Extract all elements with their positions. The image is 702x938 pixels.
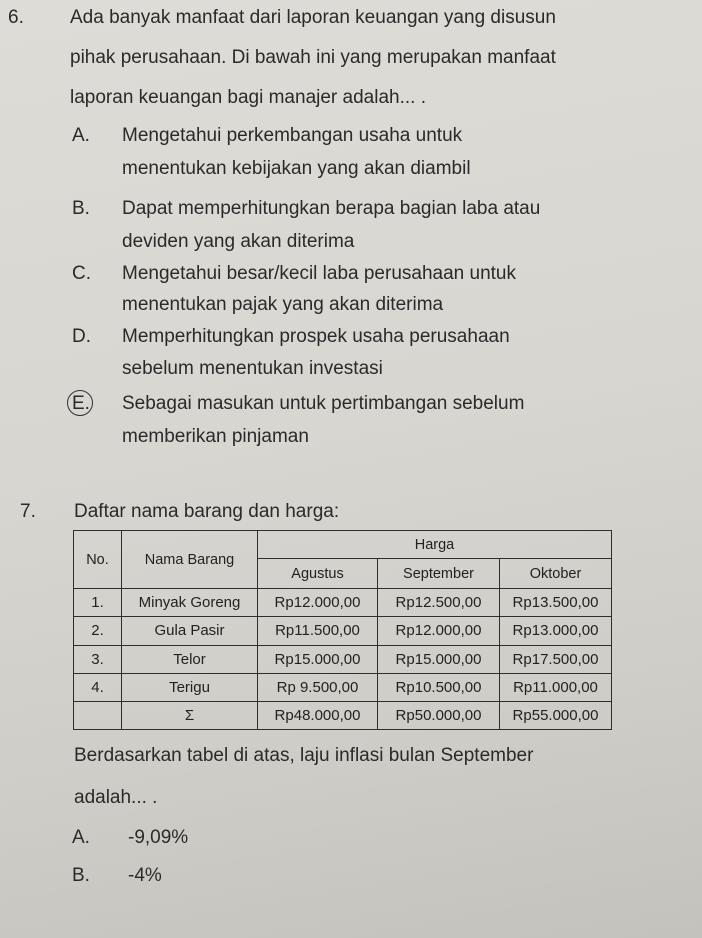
option-6a-line-2: menentukan kebijakan yang akan diambil <box>122 158 471 179</box>
row-1-no: 1. <box>74 589 122 617</box>
header-name: Nama Barang <box>122 531 258 589</box>
question-7-number: 7. <box>20 501 36 522</box>
row-2-oktober: Rp13.000,00 <box>500 617 612 645</box>
question-7-line-1: Berdasarkan tabel di atas, laju inflasi bulan September <box>74 745 534 766</box>
question-6-line-1: Ada banyak manfaat dari laporan keuangan yang disusun <box>70 7 556 28</box>
option-6a-letter[interactable]: A. <box>72 125 90 146</box>
total-symbol: Σ <box>122 701 258 729</box>
option-6d-line-1: Memperhitungkan prospek usaha perusahaan <box>122 326 510 347</box>
table-row <box>74 645 612 673</box>
row-1-name: Minyak Goreng <box>122 589 258 617</box>
total-september: Rp50.000,00 <box>378 701 500 729</box>
row-2-agustus: Rp11.500,00 <box>258 617 378 645</box>
total-no <box>74 701 122 729</box>
header-agustus: Agustus <box>258 559 378 589</box>
option-7b-letter[interactable]: B. <box>72 865 90 886</box>
row-4-no: 4. <box>74 673 122 701</box>
table-row <box>74 617 612 645</box>
row-2-september: Rp12.000,00 <box>378 617 500 645</box>
row-1-agustus: Rp12.000,00 <box>258 589 378 617</box>
option-6e-letter[interactable] <box>72 392 90 416</box>
question-7-intro: Daftar nama barang dan harga: <box>74 501 340 522</box>
row-2-name: Gula Pasir <box>122 617 258 645</box>
option-6d-letter[interactable]: D. <box>72 326 91 347</box>
option-6b-letter[interactable]: B. <box>72 198 90 219</box>
table-row <box>74 589 612 617</box>
row-3-name: Telor <box>122 645 258 673</box>
row-1-september: Rp12.500,00 <box>378 589 500 617</box>
option-7a-text: -9,09% <box>128 827 189 848</box>
row-3-september: Rp15.000,00 <box>378 645 500 673</box>
price-table <box>73 530 612 730</box>
option-7a-letter[interactable]: A. <box>72 827 90 848</box>
option-6e-letter-text: E. <box>72 393 90 414</box>
header-no: No. <box>74 531 122 589</box>
header-oktober: Oktober <box>500 559 612 589</box>
question-7-line-2: adalah... . <box>74 787 158 808</box>
total-oktober: Rp55.000,00 <box>500 701 612 729</box>
option-6c-line-1: Mengetahui besar/kecil laba perusahaan untuk <box>122 263 516 284</box>
header-september: September <box>378 559 500 589</box>
row-3-oktober: Rp17.500,00 <box>500 645 612 673</box>
row-3-no: 3. <box>74 645 122 673</box>
option-6b-line-1: Dapat memperhitungkan berapa bagian laba atau <box>122 198 541 219</box>
table-row <box>74 673 612 701</box>
option-6c-line-2: menentukan pajak yang akan diterima <box>122 294 444 315</box>
row-2-no: 2. <box>74 617 122 645</box>
option-6e-line-1: Sebagai masukan untuk pertimbangan sebelum <box>122 393 525 414</box>
option-7b-text: -4% <box>128 865 162 886</box>
row-4-agustus: Rp 9.500,00 <box>258 673 378 701</box>
question-6-number: 6. <box>8 7 24 28</box>
question-6-line-3: laporan keuangan bagi manajer adalah... . <box>70 87 426 108</box>
total-agustus: Rp48.000,00 <box>258 701 378 729</box>
table-header-row <box>74 531 612 559</box>
row-4-september: Rp10.500,00 <box>378 673 500 701</box>
header-harga: Harga <box>258 531 612 559</box>
row-4-name: Terigu <box>122 673 258 701</box>
row-3-agustus: Rp15.000,00 <box>258 645 378 673</box>
row-1-oktober: Rp13.500,00 <box>500 589 612 617</box>
option-6e-line-2: memberikan pinjaman <box>122 426 309 447</box>
row-4-oktober: Rp11.000,00 <box>500 673 612 701</box>
answer-circle-mark <box>67 390 93 416</box>
option-6c-letter[interactable]: C. <box>72 263 91 284</box>
table-total-row <box>74 701 612 729</box>
option-6a-line-1: Mengetahui perkembangan usaha untuk <box>122 125 463 146</box>
option-6d-line-2: sebelum menentukan investasi <box>122 358 383 379</box>
question-6-line-2: pihak perusahaan. Di bawah ini yang merupakan manfaat <box>70 47 556 68</box>
option-6b-line-2: deviden yang akan diterima <box>122 231 355 252</box>
